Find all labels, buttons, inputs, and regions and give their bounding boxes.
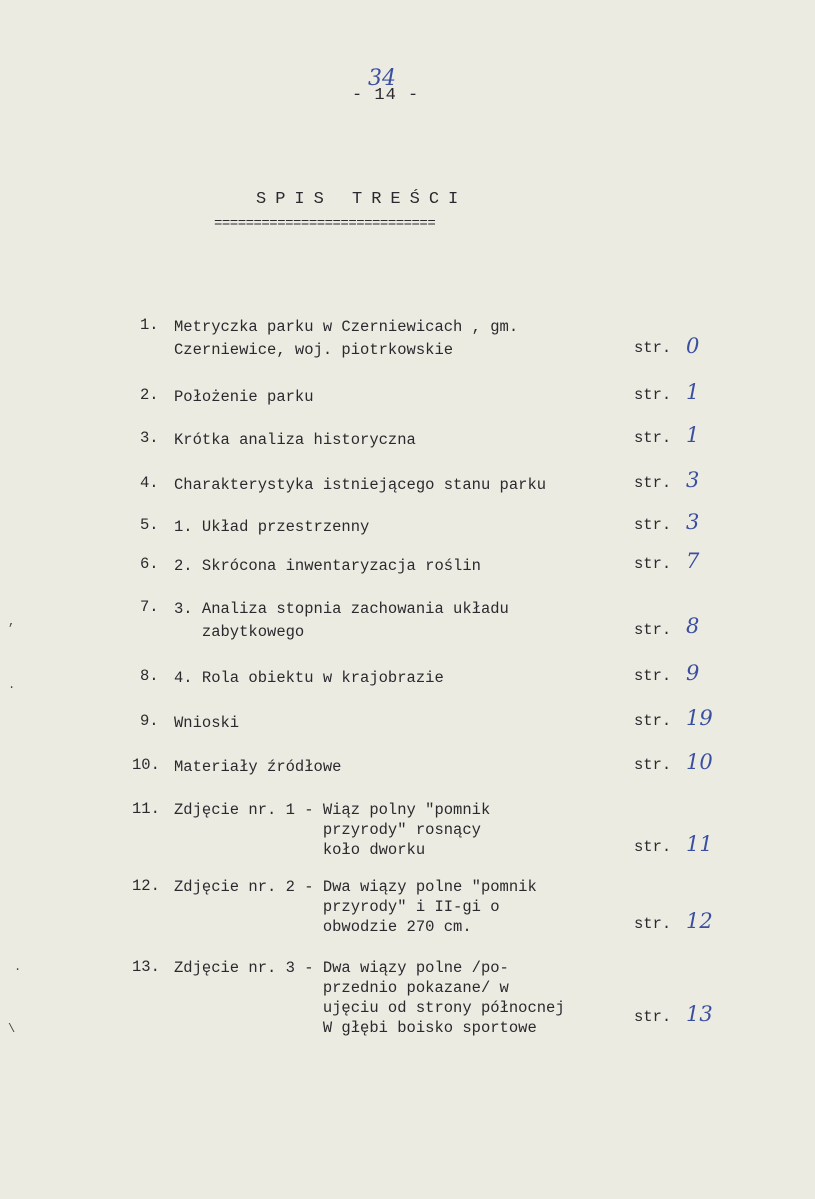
toc-item-text: Krótka analiza historyczna <box>174 431 416 449</box>
toc-item-text: Zdjęcie nr. 3 - Dwa wiązy polne /po- przednio pokazane/ w ujęciu od strony północnej W głębi boisko sportowe <box>174 959 565 1037</box>
toc-item-page: 0 <box>686 334 700 358</box>
toc-item-number: 12. <box>132 877 160 895</box>
page-title: SPIS TREŚCI <box>256 190 468 209</box>
toc-item-number: 11. <box>132 800 160 818</box>
toc-item-number: 7. <box>140 598 159 616</box>
toc-item-page: 11 <box>686 832 713 856</box>
toc-item-number: 9. <box>140 712 159 730</box>
toc-item-number: 1. <box>140 316 159 334</box>
toc-item-str-label: str. <box>634 474 672 492</box>
title-underline: ============================ <box>214 216 436 232</box>
handwritten-page-number: 34 <box>368 66 396 91</box>
toc-item-text: 3. Analiza stopnia zachowania układu zabytkowego <box>174 600 509 641</box>
toc-item-page: 7 <box>686 549 700 573</box>
toc-item-text: Materiały źródłowe <box>174 758 342 776</box>
toc-item-number: 5. <box>140 516 159 534</box>
typed-page-number: - 14 - <box>352 86 420 105</box>
margin-speck: . <box>8 678 16 692</box>
margin-speck: . <box>14 960 22 974</box>
toc-item-text: Zdjęcie nr. 1 - Wiąz polny "pomnik przyrody" rosnący koło dworku <box>174 801 491 859</box>
toc-item-str-label: str. <box>634 667 672 685</box>
toc-item-number: 4. <box>140 474 159 492</box>
margin-speck: \ <box>8 1022 16 1036</box>
toc-item-number: 6. <box>140 555 159 573</box>
toc-item-number: 8. <box>140 667 159 685</box>
toc-item-page: 3 <box>686 510 700 534</box>
toc-item-text: Metryczka parku w Czerniewicach , gm. Czerniewice, woj. piotrkowskie <box>174 318 519 359</box>
toc-item-text: 2. Skrócona inwentaryzacja roślin <box>174 557 481 575</box>
toc-item-text: 1. Układ przestrzenny <box>174 518 370 536</box>
toc-item-number: 10. <box>132 756 160 774</box>
toc-item-number: 3. <box>140 429 159 447</box>
toc-item-str-label: str. <box>634 429 672 447</box>
toc-item-page: 1 <box>686 380 700 404</box>
toc-item-str-label: str. <box>634 712 672 730</box>
toc-item-str-label: str. <box>634 621 672 639</box>
toc-item-number: 13. <box>132 958 160 976</box>
toc-item-str-label: str. <box>634 1008 672 1026</box>
toc-item-str-label: str. <box>634 915 672 933</box>
toc-item-page: 3 <box>686 468 700 492</box>
toc-item-page: 10 <box>686 750 713 774</box>
toc-item-text: Wnioski <box>174 714 240 732</box>
toc-item-str-label: str. <box>634 555 672 573</box>
toc-item-text: Charakterystyka istniejącego stanu parku <box>174 476 547 494</box>
toc-item-page: 19 <box>686 706 713 730</box>
toc-item-page: 13 <box>686 1002 713 1026</box>
toc-item-page: 8 <box>686 614 700 638</box>
toc-item-text: Położenie parku <box>174 388 314 406</box>
toc-item-str-label: str. <box>634 339 672 357</box>
toc-item-page: 12 <box>686 909 713 933</box>
toc-item-page: 9 <box>686 661 700 685</box>
toc-item-text: 4. Rola obiektu w krajobrazie <box>174 669 444 687</box>
toc-item-number: 2. <box>140 386 159 404</box>
toc-item-str-label: str. <box>634 386 672 404</box>
margin-speck: , <box>8 615 16 629</box>
toc-item-str-label: str. <box>634 838 672 856</box>
toc-item-page: 1 <box>686 423 700 447</box>
toc-item-text: Zdjęcie nr. 2 - Dwa wiązy polne "pomnik przyrody" i II-gi o obwodzie 270 cm. <box>174 878 537 936</box>
toc-item-str-label: str. <box>634 516 672 534</box>
toc-item-str-label: str. <box>634 756 672 774</box>
